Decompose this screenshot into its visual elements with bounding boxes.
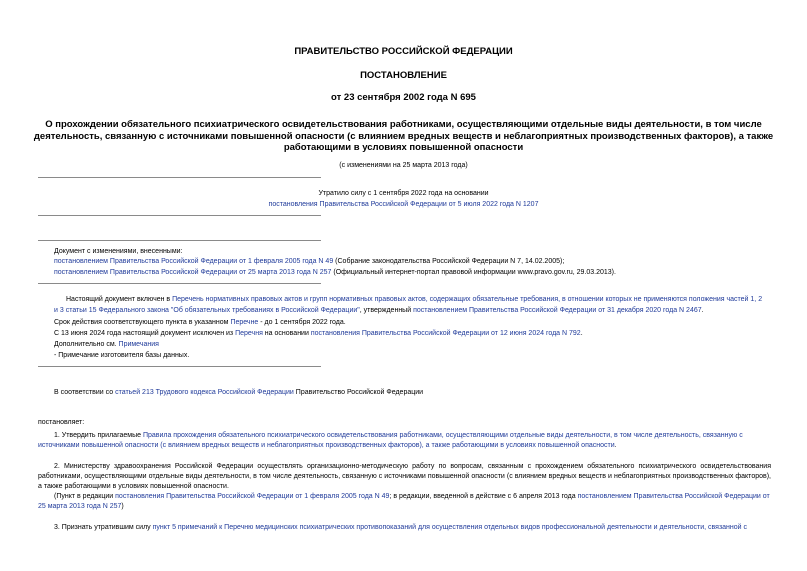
note-text: .: [701, 307, 704, 314]
note-text: - до 1 сентября 2022 года.: [258, 319, 346, 326]
note-text: на основании: [262, 330, 311, 337]
doc-type-heading: ПОСТАНОВЛЕНИЕ: [360, 70, 447, 81]
edition-note: (с изменениями на 25 марта 2013 года): [339, 162, 468, 169]
paragraph-text: 3. Признать утратившим силу: [54, 524, 153, 531]
title-line: работающими в условиях повышенной опасности: [283, 142, 524, 153]
note-line: [54, 340, 159, 349]
note-text: Срок действия соответствующего пункта в указанном: [54, 319, 231, 326]
lost-force-block: [0, 188, 807, 210]
note-line: [66, 295, 762, 304]
note-text: , утвержденный: [359, 307, 414, 314]
amendment-link[interactable]: постановления Правительства Российской Федерации от 1 февраля 2005 года N 49: [115, 493, 390, 500]
date-number-heading: от 23 сентября 2002 года N 695: [331, 92, 476, 103]
labor-code-link[interactable]: статьей 213 Трудового кодекса Российской Федерации: [115, 389, 294, 396]
paragraph-2-amendment: [38, 492, 771, 512]
note-line: [54, 329, 583, 338]
paragraph-text: ; в редакции, введенной в действие с 6 апреля 2013 года: [389, 493, 578, 500]
note-line: [54, 318, 346, 327]
note-link[interactable]: Перечня: [235, 330, 263, 337]
rules-link[interactable]: Правила прохождения обязательного психиатрического освидетельствования работниками, осуществляющими отдельные виды деятельности, в том числе деятельность, связанную с источниками повышенной опасности (с влиянием вредных веществ и неблагоприятных производственных факторов), а также работающими в условиях повышенной опасности: [38, 432, 743, 449]
paragraph-3: [54, 523, 747, 532]
preamble-text: Правительство Российской Федерации: [293, 389, 424, 396]
paragraph-text: ): [121, 503, 124, 510]
change-item: [54, 257, 564, 266]
note-link[interactable]: и 3 статьи 15 Федерального закона "Об обязательных требованиях в Российской Федерации": [54, 307, 360, 314]
annex-link[interactable]: пункт 5 примечаний к Перечню медицинских психиатрических противопоказаний для осуществления отдельных видов профессиональной деятельности и деятельности, связанной с: [152, 524, 748, 531]
divider: [38, 240, 321, 241]
divider: [38, 215, 321, 216]
paragraph-text: 1. Утвердить прилагаемые: [54, 432, 143, 439]
note-link[interactable]: Примечания: [118, 341, 159, 348]
title-line: О прохождении обязательного психиатрического освидетельствования работниками, осуществляющими отдельные виды деятельности, в том числе: [45, 119, 762, 130]
paragraph-text: (Пункт в редакции: [54, 493, 116, 500]
note-line: - Примечание изготовителя базы данных.: [54, 352, 190, 359]
paragraph-2: 2. Министерству здравоохранения Российской Федерации осуществлять организационно-методическую работу по вопросам, связанным с прохождением обязательного психиатрического освидетельствования работниками, осуществляющими отдельные виды деятельности, в том числе деятельность, связанную с источниками повышенной опасности (с влиянием вредных веществ и неблагоприятных производственных факторов), а также работающими в условиях повышенной опасности.: [38, 463, 771, 490]
change-link[interactable]: постановлением Правительства Российской Федерации от 1 февраля 2005 года N 49: [54, 258, 334, 265]
changes-intro: Документ с изменениями, внесенными:: [54, 248, 183, 255]
note-link[interactable]: Перечне: [230, 319, 259, 326]
title-line: деятельность, связанную с источниками повышенной опасности (с влиянием вредных веществ и неблагоприятных производственных факторов), а также: [33, 130, 774, 142]
preamble: [54, 388, 423, 397]
paragraph-text: .: [614, 442, 617, 449]
paragraph-1: [38, 431, 771, 451]
note-text: Дополнительно см.: [54, 341, 119, 348]
note-text: Настоящий документ включен в: [66, 296, 173, 303]
divider: [38, 283, 321, 284]
amendment-link[interactable]: постановлением Правительства Российской Федерации от 25 марта 2013 года N 257: [38, 493, 770, 510]
change-link[interactable]: постановлением Правительства Российской Федерации от 25 марта 2013 года N 257: [54, 269, 332, 276]
document-title: [0, 119, 807, 154]
divider: [38, 366, 321, 367]
change-item: [54, 268, 616, 277]
preamble-text: В соответствии со: [54, 389, 116, 396]
note-text: С 13 июня 2024 года настоящий документ исключен из: [54, 330, 236, 337]
change-source: (Официальный интернет-портал правовой информации www.pravo.gov.ru, 29.03.2013).: [331, 269, 616, 276]
note-link[interactable]: Перечень нормативных правовых актов и групп нормативных правовых актов, содержащих обязательные требования, в отношении которых не применяются положения частей 1, 2: [172, 296, 763, 303]
divider: [38, 177, 321, 178]
org-heading: ПРАВИТЕЛЬСТВО РОССИЙСКОЙ ФЕДЕРАЦИИ: [294, 46, 513, 57]
decrees-text: постановляет:: [38, 419, 85, 426]
lost-force-link[interactable]: постановления Правительства Российской Федерации от 5 июля 2022 года N 1207: [268, 201, 539, 208]
note-line: [54, 306, 704, 315]
note-link[interactable]: постановления Правительства Российской Федерации от 12 июня 2024 года N 792: [310, 330, 581, 337]
note-link[interactable]: постановлением Правительства Российской Федерации от 31 декабря 2020 года N 2467: [413, 307, 702, 314]
note-text: .: [580, 330, 583, 337]
change-source: (Собрание законодательства Российской Федерации N 7, 14.02.2005);: [333, 258, 565, 265]
lost-force-text: Утратило силу с 1 сентября 2022 года на основании: [318, 190, 489, 197]
